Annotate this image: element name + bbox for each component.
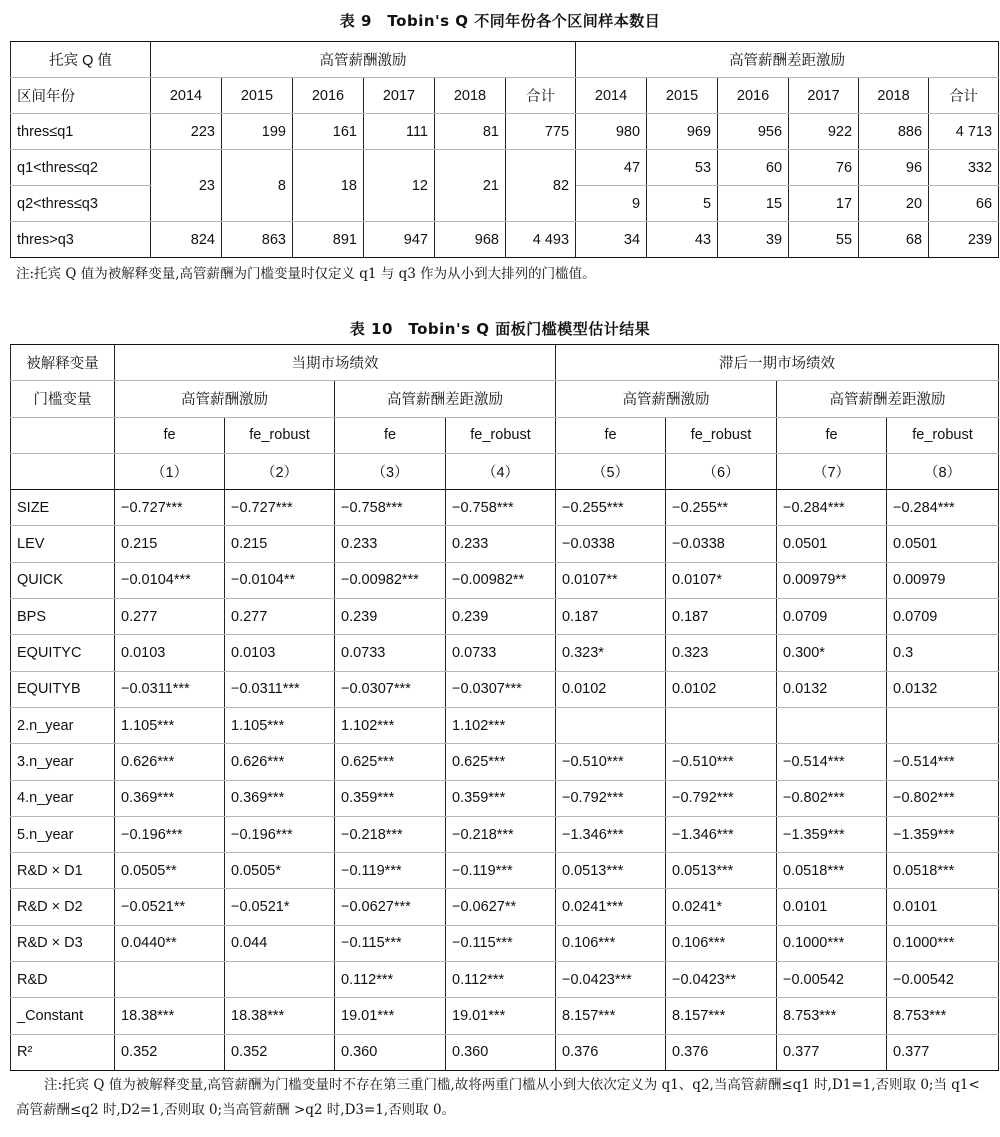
table9-row-label: thres>q3 <box>11 222 151 258</box>
table9-row-label: q2<thres≤q3 <box>11 186 151 222</box>
table-cell: −0.727*** <box>225 490 335 526</box>
table-cell: −0.0521* <box>225 889 335 925</box>
table10-model-number: （6） <box>666 453 777 489</box>
table-cell: −0.284*** <box>777 490 887 526</box>
table10-model-number: （4） <box>446 453 556 489</box>
table-cell: 1.105*** <box>115 707 225 743</box>
table-cell: −0.196*** <box>225 816 335 852</box>
table-cell: −0.514*** <box>777 744 887 780</box>
table-cell: 18.38*** <box>115 998 225 1034</box>
table10-model-number: （3） <box>335 453 446 489</box>
table-cell: −1.359*** <box>887 816 999 852</box>
table-cell: 0.106*** <box>666 925 777 961</box>
table-cell: 947 <box>364 222 435 258</box>
table10-row-label: BPS <box>11 599 115 635</box>
table10-method: fe <box>556 417 666 453</box>
table10-row-label: R² <box>11 1034 115 1070</box>
table-cell: −1.346*** <box>556 816 666 852</box>
table-cell: 922 <box>789 114 859 150</box>
table-cell: 0.0501 <box>777 526 887 562</box>
table10 <box>10 344 999 1071</box>
table-cell: 0.112*** <box>446 962 556 998</box>
table-cell: −0.0338 <box>556 526 666 562</box>
table-cell: 0.359*** <box>446 780 556 816</box>
table-cell: 0.0101 <box>777 889 887 925</box>
table-cell: −0.115*** <box>335 925 446 961</box>
table10-row-label: _Constant <box>11 998 115 1034</box>
table10-method: fe <box>777 417 887 453</box>
table10-method: fe_robust <box>887 417 999 453</box>
table-row <box>11 707 999 743</box>
table-cell: −0.0627*** <box>335 889 446 925</box>
table-cell: −0.119*** <box>446 853 556 889</box>
table9-year-header: 2016 <box>293 78 364 114</box>
table-cell: −0.0311*** <box>115 671 225 707</box>
table-cell: 0.233 <box>335 526 446 562</box>
table-cell: 824 <box>151 222 222 258</box>
table-cell: 0.0102 <box>556 671 666 707</box>
table-cell: −0.758*** <box>335 490 446 526</box>
table-cell: 0.0733 <box>335 635 446 671</box>
table10-row-label: EQUITYB <box>11 671 115 707</box>
table10-model-number: （5） <box>556 453 666 489</box>
table-cell: 0.1000*** <box>887 925 999 961</box>
table10-row-label: R&D × D2 <box>11 889 115 925</box>
table-cell: 20 <box>859 186 929 222</box>
table10-model-number: （2） <box>225 453 335 489</box>
table-cell: 19.01*** <box>446 998 556 1034</box>
table-cell: 39 <box>718 222 789 258</box>
table9-year-header: 2014 <box>576 78 647 114</box>
table-cell: 5 <box>647 186 718 222</box>
table10-header-method <box>11 417 999 453</box>
table-cell: 4 713 <box>929 114 999 150</box>
table-cell: 18.38*** <box>225 998 335 1034</box>
table-cell: −0.510*** <box>556 744 666 780</box>
table-row <box>11 671 999 707</box>
table-cell: 0.377 <box>887 1034 999 1070</box>
table-cell: 0.1000*** <box>777 925 887 961</box>
table-cell: 0.00979** <box>777 562 887 598</box>
table10-method: fe <box>335 417 446 453</box>
table-cell: −0.510*** <box>666 744 777 780</box>
table10-body <box>11 490 999 1071</box>
table-cell: 0.323 <box>666 635 777 671</box>
table-cell: 0.376 <box>556 1034 666 1070</box>
table-row <box>11 853 999 889</box>
table-cell: 34 <box>576 222 647 258</box>
table-cell: 0.00979 <box>887 562 999 598</box>
table10-thr-group: 高管薪酬激励 <box>115 381 335 417</box>
table-cell: 53 <box>647 150 718 186</box>
table10-row-label: R&D × D3 <box>11 925 115 961</box>
table10-row-label: 3.n_year <box>11 744 115 780</box>
table-cell: 0.106*** <box>556 925 666 961</box>
table-cell: −0.00542 <box>887 962 999 998</box>
table-cell: 0.369*** <box>225 780 335 816</box>
table-cell: 68 <box>859 222 929 258</box>
table-cell: 9 <box>576 186 647 222</box>
table9-year-header: 2015 <box>647 78 718 114</box>
table-row <box>11 222 999 258</box>
table-cell: 0.0102 <box>666 671 777 707</box>
table10-note: 注:托宾 Q 值为被解释变量,高管薪酬为门槛变量时不存在第三重门槛,故将两重门槛从小到大依次定义为 q1、q2,当高管薪酬≤q1 时,D1=1,否则取 0;当 q1< 高管薪酬≤q2 时,D2=1,否则取 0;当高管薪酬 >q2 时,D3=1,否则取 0。 <box>16 1077 980 1118</box>
table-cell: 0.360 <box>335 1034 446 1070</box>
table9-year-header: 2014 <box>151 78 222 114</box>
table-cell: 1.102*** <box>335 707 446 743</box>
table-cell-merged: 23 <box>151 150 222 222</box>
table-cell: 60 <box>718 150 789 186</box>
table9-year-header: 2017 <box>364 78 435 114</box>
table-cell: −0.218*** <box>335 816 446 852</box>
table-cell: 81 <box>435 114 506 150</box>
table-cell: −0.0104** <box>225 562 335 598</box>
table-cell: 0.0518*** <box>887 853 999 889</box>
table-cell: 0.0440** <box>115 925 225 961</box>
table-cell: 1.105*** <box>225 707 335 743</box>
table-cell: 0.0241* <box>666 889 777 925</box>
table10-method: fe <box>115 417 225 453</box>
table9-year-header: 2016 <box>718 78 789 114</box>
table-cell: 17 <box>789 186 859 222</box>
table-cell: 0.352 <box>225 1034 335 1070</box>
table-cell: 0.277 <box>225 599 335 635</box>
table-cell-merged: 82 <box>506 150 576 222</box>
table-cell: 55 <box>789 222 859 258</box>
table-cell: 0.0513*** <box>666 853 777 889</box>
table-cell: 0.0107** <box>556 562 666 598</box>
table-cell: 891 <box>293 222 364 258</box>
table-cell: 956 <box>718 114 789 150</box>
table-cell: 8.753*** <box>777 998 887 1034</box>
table-cell: 66 <box>929 186 999 222</box>
table-cell: −0.255*** <box>556 490 666 526</box>
table-cell: 0.0505** <box>115 853 225 889</box>
table10-row-label: EQUITYC <box>11 635 115 671</box>
table-row <box>11 562 999 598</box>
table-cell: −0.284*** <box>887 490 999 526</box>
table-cell: 0.300* <box>777 635 887 671</box>
table9-corner-label: 托宾 Q 值 <box>11 42 151 78</box>
table9-year-header: 合计 <box>506 78 576 114</box>
table-cell: −0.0521** <box>115 889 225 925</box>
table10-dep-label: 被解释变量 <box>11 345 115 381</box>
table-cell: 0.277 <box>115 599 225 635</box>
table-cell: −1.359*** <box>777 816 887 852</box>
table9-caption: 表 9 Tobin's Q 不同年份各个区间样本数目 <box>339 12 661 30</box>
table-row <box>11 599 999 635</box>
table9-header-row-2 <box>11 78 999 114</box>
table9-row-label: 区间年份 <box>11 78 151 114</box>
table-cell: 0.369*** <box>115 780 225 816</box>
table10-model-number: （7） <box>777 453 887 489</box>
table10-thr-group: 高管薪酬差距激励 <box>777 381 999 417</box>
table-cell: 0.626*** <box>115 744 225 780</box>
table-cell: −0.0104*** <box>115 562 225 598</box>
table-cell: 8.157*** <box>556 998 666 1034</box>
table10-thr-label: 门槛变量 <box>11 381 115 417</box>
table-cell: 8.157*** <box>666 998 777 1034</box>
table-cell: −0.218*** <box>446 816 556 852</box>
table-cell: 0.360 <box>446 1034 556 1070</box>
table-cell: 0.626*** <box>225 744 335 780</box>
table10-row-label: 4.n_year <box>11 780 115 816</box>
table-cell: 0.239 <box>446 599 556 635</box>
table-cell: −0.196*** <box>115 816 225 852</box>
table-cell: 0.0132 <box>777 671 887 707</box>
table-cell: −0.0307*** <box>335 671 446 707</box>
table10-row-label: 5.n_year <box>11 816 115 852</box>
table9 <box>10 41 999 258</box>
table-cell: 0.625*** <box>446 744 556 780</box>
table-cell: 0.044 <box>225 925 335 961</box>
table-cell: 0.323* <box>556 635 666 671</box>
table-cell: 239 <box>929 222 999 258</box>
table9-year-header: 2015 <box>222 78 293 114</box>
table10-header-model <box>11 453 999 489</box>
table-cell: −0.255** <box>666 490 777 526</box>
table-cell: −0.0627** <box>446 889 556 925</box>
table-cell <box>666 707 777 743</box>
table10-method: fe_robust <box>446 417 556 453</box>
table-cell: 199 <box>222 114 293 150</box>
table10-row-label: SIZE <box>11 490 115 526</box>
table10-row-label: 2.n_year <box>11 707 115 743</box>
table-cell: 863 <box>222 222 293 258</box>
table-cell <box>887 707 999 743</box>
table-cell: −0.0338 <box>666 526 777 562</box>
table-cell: −0.792*** <box>666 780 777 816</box>
table-cell: 0.352 <box>115 1034 225 1070</box>
table10-method: fe_robust <box>666 417 777 453</box>
table-cell: −0.0311*** <box>225 671 335 707</box>
table-cell: −1.346*** <box>666 816 777 852</box>
table9-year-header: 合计 <box>929 78 999 114</box>
table-row <box>11 150 999 186</box>
table-cell: 0.187 <box>666 599 777 635</box>
table-cell: 43 <box>647 222 718 258</box>
table-cell: 76 <box>789 150 859 186</box>
table-cell: −0.0423** <box>666 962 777 998</box>
table-cell-merged: 8 <box>222 150 293 222</box>
table-cell: 0.376 <box>666 1034 777 1070</box>
table-cell: −0.00982*** <box>335 562 446 598</box>
table-cell: −0.802*** <box>887 780 999 816</box>
table10-thr-group: 高管薪酬差距激励 <box>335 381 556 417</box>
table10-dep-lag: 滞后一期市场绩效 <box>556 345 999 381</box>
table10-method: fe_robust <box>225 417 335 453</box>
table10-caption: 表 10 Tobin's Q 面板门槛模型估计结果 <box>349 320 651 338</box>
table-cell: 968 <box>435 222 506 258</box>
table-cell: 223 <box>151 114 222 150</box>
table-cell: 1.102*** <box>446 707 556 743</box>
table-row <box>11 889 999 925</box>
table-cell: 0.0501 <box>887 526 999 562</box>
table-row <box>11 526 999 562</box>
table-row <box>11 962 999 998</box>
table-cell-merged: 12 <box>364 150 435 222</box>
table-cell: −0.758*** <box>446 490 556 526</box>
table-row <box>11 114 999 150</box>
table-cell: 0.0709 <box>887 599 999 635</box>
table-cell: 0.233 <box>446 526 556 562</box>
table-cell: 0.0103 <box>225 635 335 671</box>
table-cell: −0.802*** <box>777 780 887 816</box>
table-cell: 332 <box>929 150 999 186</box>
table-cell: 0.0107* <box>666 562 777 598</box>
table-row <box>11 490 999 526</box>
table10-row-label: R&D <box>11 962 115 998</box>
table9-group-header: 高管薪酬激励 <box>151 42 576 78</box>
table-cell: 0.0733 <box>446 635 556 671</box>
table10-empty-cell <box>11 417 115 453</box>
table-cell: 0.377 <box>777 1034 887 1070</box>
table-cell: 0.359*** <box>335 780 446 816</box>
table-row <box>11 780 999 816</box>
table9-year-header: 2018 <box>435 78 506 114</box>
table-cell <box>225 962 335 998</box>
table10-row-label: LEV <box>11 526 115 562</box>
table-cell: 969 <box>647 114 718 150</box>
table-cell: 0.215 <box>225 526 335 562</box>
table-cell: −0.00982** <box>446 562 556 598</box>
table9-row-label: q1<thres≤q2 <box>11 150 151 186</box>
table-cell: 4 493 <box>506 222 576 258</box>
table-cell: 96 <box>859 150 929 186</box>
table-row <box>11 744 999 780</box>
table-cell: −0.514*** <box>887 744 999 780</box>
table9-note: 注:托宾 Q 值为被解释变量,高管薪酬为门槛变量时仅定义 q1 与 q3 作为从小到大排列的门槛值。 <box>16 266 596 282</box>
table-cell <box>556 707 666 743</box>
table-cell: 886 <box>859 114 929 150</box>
table10-model-number: （1） <box>115 453 225 489</box>
table-cell: 0.0241*** <box>556 889 666 925</box>
table-cell: 8.753*** <box>887 998 999 1034</box>
table-cell: 0.0709 <box>777 599 887 635</box>
table-cell: 0.0101 <box>887 889 999 925</box>
table-cell: 980 <box>576 114 647 150</box>
table-cell: 161 <box>293 114 364 150</box>
table-row <box>11 635 999 671</box>
table-cell: −0.0423*** <box>556 962 666 998</box>
table-cell: 0.0103 <box>115 635 225 671</box>
table9-group-header: 高管薪酬差距激励 <box>576 42 999 78</box>
table-cell: −0.727*** <box>115 490 225 526</box>
table-cell: 0.625*** <box>335 744 446 780</box>
table10-row-label: R&D × D1 <box>11 853 115 889</box>
table9-row-label: thres≤q1 <box>11 114 151 150</box>
table10-header-threshold <box>11 381 999 417</box>
table-cell: 15 <box>718 186 789 222</box>
table-row <box>11 925 999 961</box>
table-cell: 0.0518*** <box>777 853 887 889</box>
table10-dep-current: 当期市场绩效 <box>115 345 556 381</box>
table-cell: −0.115*** <box>446 925 556 961</box>
table10-model-number: （8） <box>887 453 999 489</box>
table-cell: 0.0132 <box>887 671 999 707</box>
table-row <box>11 1034 999 1070</box>
table-cell-merged: 21 <box>435 150 506 222</box>
table-cell: 0.215 <box>115 526 225 562</box>
table9-year-header: 2018 <box>859 78 929 114</box>
table-cell: 0.3 <box>887 635 999 671</box>
table9-header-row-1 <box>11 42 999 78</box>
table-cell: 19.01*** <box>335 998 446 1034</box>
table-cell: 0.0513*** <box>556 853 666 889</box>
table10-row-label: QUICK <box>11 562 115 598</box>
table-cell <box>115 962 225 998</box>
table-cell: 0.112*** <box>335 962 446 998</box>
table-cell: −0.0307*** <box>446 671 556 707</box>
table10-thr-group: 高管薪酬激励 <box>556 381 777 417</box>
table-cell <box>777 707 887 743</box>
table-cell: −0.00542 <box>777 962 887 998</box>
table-cell: −0.119*** <box>335 853 446 889</box>
table9-year-header: 2017 <box>789 78 859 114</box>
table-row <box>11 816 999 852</box>
table-cell: 111 <box>364 114 435 150</box>
table-cell-merged: 18 <box>293 150 364 222</box>
table-cell: −0.792*** <box>556 780 666 816</box>
table-row <box>11 998 999 1034</box>
table10-header-dependent <box>11 345 999 381</box>
table-cell: 775 <box>506 114 576 150</box>
table-cell: 0.0505* <box>225 853 335 889</box>
table-cell: 0.187 <box>556 599 666 635</box>
table10-empty-cell <box>11 453 115 489</box>
table-cell: 0.239 <box>335 599 446 635</box>
table-cell: 47 <box>576 150 647 186</box>
